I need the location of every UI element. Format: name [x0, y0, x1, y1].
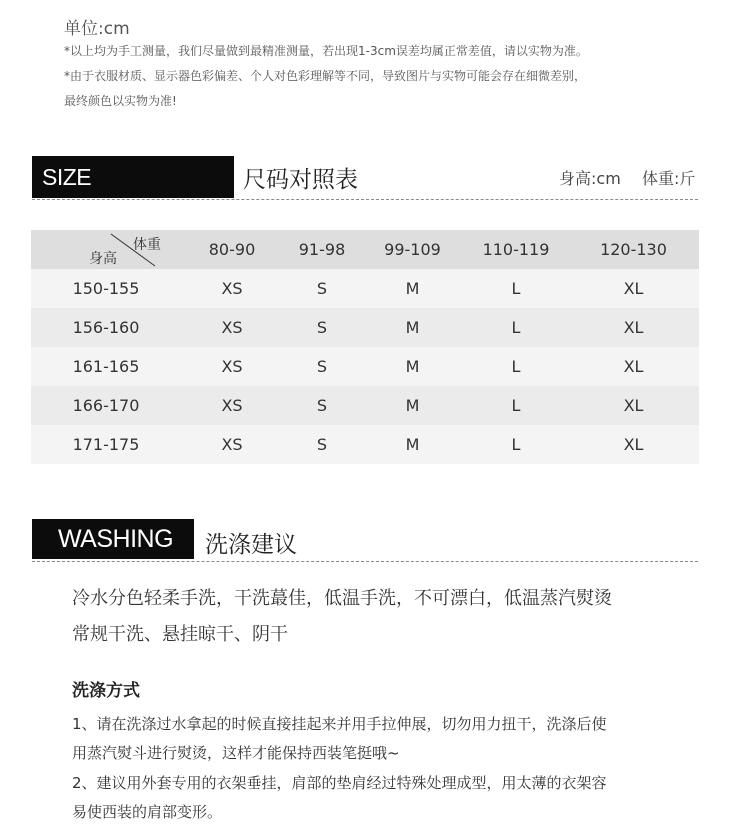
color-note-continued: 最终颜色以实物为准!	[64, 94, 177, 108]
table-row	[31, 425, 699, 464]
size-cell: M	[405, 279, 420, 298]
size-cell: M	[405, 435, 420, 454]
height-range-cell: 171-175	[72, 435, 140, 454]
washing-step-text: 用蒸汽熨斗进行熨烫，这样才能保持西装笔挺哦~	[72, 744, 400, 762]
size-cell: XS	[221, 279, 243, 298]
corner-weight-label: 体重	[133, 237, 161, 253]
height-range-cell: 161-165	[72, 357, 140, 376]
washing-advice-line: 常规干洗、悬挂晾干、阴干	[72, 624, 288, 645]
weight-unit-label: 体重:斤	[642, 169, 696, 188]
size-comparison-band: SIZE COMPARISON	[32, 156, 234, 198]
size-cell: L	[511, 435, 521, 454]
size-cell: S	[316, 318, 328, 337]
table-row	[31, 308, 699, 347]
washing-step-text: 1、请在洗涤过水拿起的时候直接挂起来并用手拉伸展，切勿用力扭干，洗涤后使	[72, 715, 607, 733]
washing-title: 洗涤建议	[205, 532, 297, 558]
size-cell: S	[316, 435, 328, 454]
corner-height-label: 身高	[89, 251, 117, 267]
weight-range-header: 99-109	[384, 240, 441, 259]
size-cell: L	[511, 396, 521, 415]
weight-range-header: 110-119	[482, 240, 550, 259]
size-cell: M	[405, 357, 420, 376]
size-cell: L	[511, 279, 521, 298]
size-table	[31, 230, 699, 464]
washing-advice-line: 冷水分色轻柔手洗，干洗蕞佳，低温手洗，不可漂白，低温蒸汽熨烫	[72, 588, 612, 609]
weight-range-header: 120-130	[600, 240, 667, 259]
size-cell: XS	[221, 318, 243, 337]
weight-range-header: 91-98	[298, 240, 346, 259]
size-cell: L	[511, 318, 521, 337]
size-chart-title: 尺码对照表	[243, 167, 358, 193]
size-cell: XL	[623, 279, 644, 298]
table-header-row	[31, 230, 699, 269]
size-cell: S	[316, 396, 328, 415]
weight-range-header: 80-90	[208, 240, 256, 259]
size-cell: XS	[221, 435, 243, 454]
washing-method-title: 洗涤方式	[72, 681, 140, 701]
color-note: *由于衣服材质、显示器色彩偏差、个人对色彩理解等不同，导致图片与实物可能会存在细微差别，	[64, 69, 587, 83]
height-range-cell: 166-170	[72, 396, 140, 415]
measurement-note: *以上均为手工测量，我们尽量做到最精准测量，若出现1-3cm误差均属正常差值，请以实物为准。	[64, 44, 588, 58]
size-cell: XL	[623, 435, 644, 454]
washing-band: WASHING	[32, 519, 194, 559]
table-row	[31, 347, 699, 386]
table-row	[31, 269, 699, 308]
size-cell: M	[405, 396, 420, 415]
size-cell: XL	[623, 357, 644, 376]
unit-label: 单位:cm	[64, 19, 130, 39]
size-cell: XL	[623, 396, 644, 415]
height-range-cell: 156-160	[72, 318, 140, 337]
table-corner-cell	[31, 230, 181, 269]
size-cell: XS	[221, 357, 243, 376]
size-cell: S	[316, 279, 328, 298]
height-unit-label: 身高:cm	[559, 169, 621, 188]
size-cell: XL	[623, 318, 644, 337]
washing-step-text: 2、建议用外套专用的衣架垂挂，肩部的垫肩经过特殊处理成型，用太薄的衣架容	[72, 774, 607, 792]
section-divider	[32, 199, 698, 200]
size-cell: M	[405, 318, 420, 337]
washing-step-text: 易使西装的肩部变形。	[72, 803, 223, 821]
size-cell: XS	[221, 396, 243, 415]
section-divider	[32, 561, 698, 562]
size-cell: S	[316, 357, 328, 376]
height-range-cell: 150-155	[72, 279, 140, 298]
table-row	[31, 386, 699, 425]
size-cell: L	[511, 357, 521, 376]
